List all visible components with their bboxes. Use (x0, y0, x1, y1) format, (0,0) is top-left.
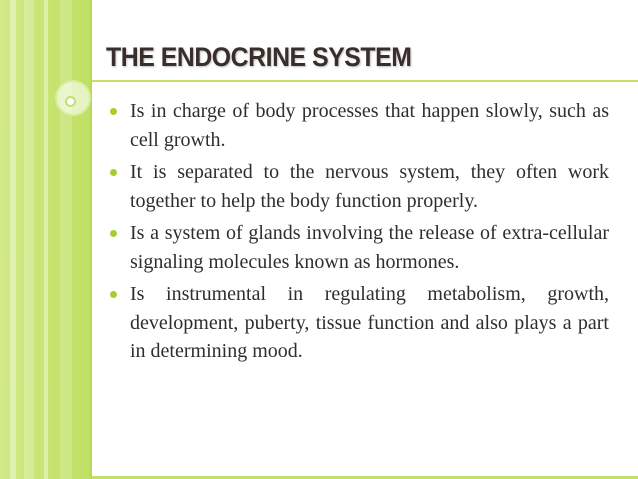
bullet-dot-icon (110, 291, 117, 298)
decorative-side-band (0, 0, 92, 479)
title-divider (92, 80, 638, 82)
bullet-dot-icon (110, 169, 117, 176)
bullet-text: Is instrumental in regulating metabolism, growth, development, puberty, tissue function and also plays a part in determining mood. (130, 283, 609, 362)
bullet-text: It is separated to the nervous system, they often work together to help the body function properly. (130, 161, 609, 212)
bullet-list (107, 97, 609, 370)
bullet-item (107, 219, 609, 276)
band-edge-line (90, 0, 92, 479)
bullet-item (107, 97, 609, 154)
bullet-text: Is in charge of body processes that happen slowly, such as cell growth. (130, 100, 609, 151)
bullet-item (107, 280, 609, 366)
bullet-dot-icon (110, 108, 117, 115)
decorative-stripe (24, 0, 34, 479)
slide-title: THE ENDOCRINE SYSTEM (106, 42, 412, 72)
decorative-stripe (60, 0, 72, 479)
decorative-ring (65, 96, 76, 107)
bullet-item (107, 158, 609, 215)
bullet-text: Is a system of glands involving the release of extra-cellular signaling molecules known as hormones. (130, 222, 609, 273)
decorative-stripe (44, 0, 48, 479)
bullet-dot-icon (110, 230, 117, 237)
decorative-stripe (10, 0, 16, 479)
